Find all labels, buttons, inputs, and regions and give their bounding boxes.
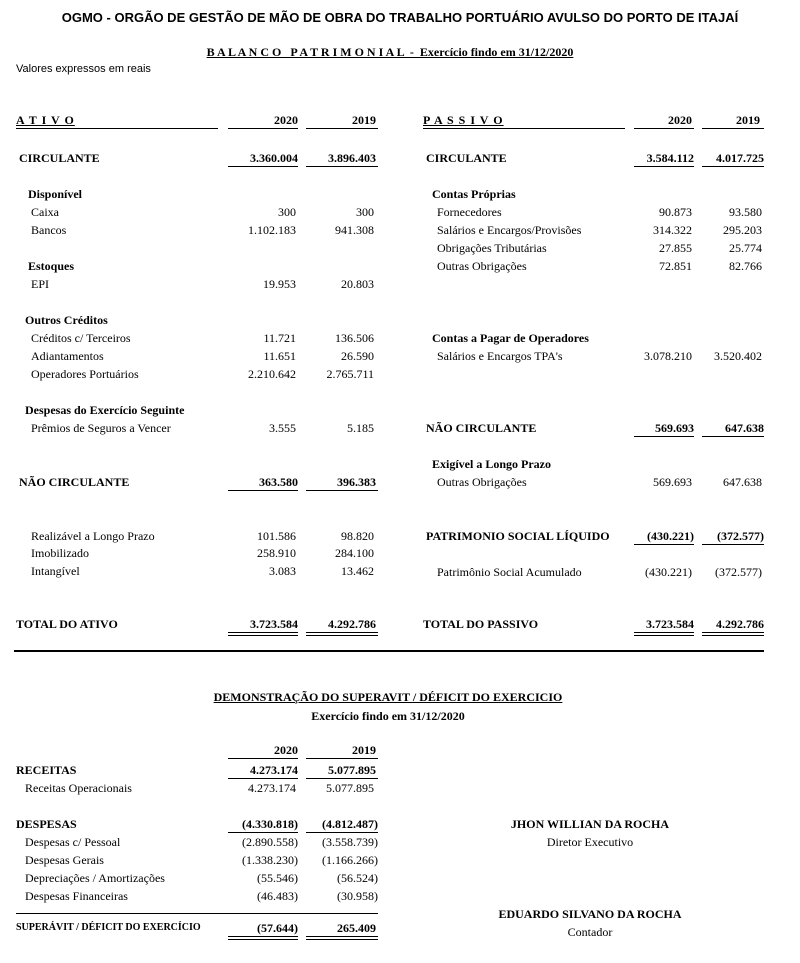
receitas-2019: 5.077.895 xyxy=(328,763,376,777)
intangivel-label: Intangível xyxy=(31,564,80,578)
dre-year-2019: 2019 xyxy=(352,743,376,757)
resultado-2020: (57.644) xyxy=(257,921,298,935)
creditos-terceiros-2019: 136.506 xyxy=(335,331,374,345)
salarios-provisoes-2019: 295.203 xyxy=(723,223,762,237)
exigivel-outras-label: Outras Obrigações xyxy=(437,475,527,489)
imobilizado-label: Imobilizado xyxy=(31,546,89,560)
pessoal-label: Despesas c/ Pessoal xyxy=(25,835,121,849)
acumulado-label: Patrimônio Social Acumulado xyxy=(437,565,582,579)
imobilizado-2019: 284.100 xyxy=(335,546,374,560)
epi-2020: 19.953 xyxy=(263,277,296,291)
operadores-2019: 2.765.711 xyxy=(326,367,374,381)
total-ativo-2020: 3.723.584 xyxy=(250,617,298,631)
dre-year-2020: 2020 xyxy=(274,743,298,757)
exigivel-outras-2020: 569.693 xyxy=(653,475,692,489)
total-passivo-label: TOTAL DO PASSIVO xyxy=(423,617,539,631)
financeiras-2019: (30.958) xyxy=(337,889,378,903)
creditos-terceiros-label: Créditos c/ Terceiros xyxy=(31,331,131,345)
salarios-provisoes-label: Salários e Encargos/Provisões xyxy=(437,223,582,237)
premios-label: Prêmios de Seguros a Vencer xyxy=(31,421,171,435)
fornecedores-2019: 93.580 xyxy=(729,205,762,219)
accountant-name: EDUARDO SILVANO DA ROCHA xyxy=(498,907,682,921)
passivo-year-2019: 2019 xyxy=(736,113,760,127)
ativo-year-2019: 2019 xyxy=(352,113,376,127)
resultado-label: SUPERÁVIT / DÉFICIT DO EXERCÍCIO xyxy=(16,922,201,933)
balance-sheet-title: B A L A N C O P A T R I M O N I A L - Exercício findo em 31/12/2020 xyxy=(206,45,574,59)
adiantamentos-2020: 11.651 xyxy=(263,349,296,363)
receitas-2020: 4.273.174 xyxy=(250,763,298,777)
fornecedores-2020: 90.873 xyxy=(659,205,692,219)
outras-obrigacoes-2019: 82.766 xyxy=(729,259,762,273)
gerais-2020: (1.338.230) xyxy=(242,853,298,867)
pessoal-2020: (2.890.558) xyxy=(242,835,298,849)
epi-2019: 20.803 xyxy=(341,277,374,291)
patrimonio-2020: (430.221) xyxy=(647,529,694,543)
financeiras-2020: (46.483) xyxy=(257,889,298,903)
ativo-circulante-2020: 3.360.004 xyxy=(250,151,298,165)
passivo-year-2020: 2020 xyxy=(668,113,692,127)
obrigacoes-tributarias-label: Obrigações Tributárias xyxy=(437,241,547,255)
premios-2019: 5.185 xyxy=(347,421,374,435)
disponivel-label: Disponível xyxy=(28,187,83,201)
patrimonio-label: PATRIMONIO SOCIAL LÍQUIDO xyxy=(426,529,610,543)
outros-creditos-label: Outros Créditos xyxy=(25,313,108,327)
caixa-label: Caixa xyxy=(31,205,59,219)
caixa-2019: 300 xyxy=(356,205,374,219)
contas-proprias-label: Contas Próprias xyxy=(432,187,516,201)
operadores-label: Operadores Portuários xyxy=(31,367,139,381)
realizavel-2020: 101.586 xyxy=(257,529,296,543)
passivo-nao-circulante-2020: 569.693 xyxy=(655,421,694,435)
org-title: OGMO - ORGÃO DE GESTÃO DE MÃO DE OBRA DO TRABALHO PORTUÁRIO AVULSO DO PORTO DE ITAJAÍ xyxy=(61,10,739,25)
total-ativo-label: TOTAL DO ATIVO xyxy=(16,617,118,631)
currency-note: Valores expressos em reais xyxy=(16,63,151,75)
contas-operadores-label: Contas a Pagar de Operadores xyxy=(432,331,589,345)
acumulado-2020: (430.221) xyxy=(645,565,692,579)
passivo-title: P A S S I V O xyxy=(423,113,504,127)
creditos-terceiros-2020: 11.721 xyxy=(263,331,296,345)
imobilizado-2020: 258.910 xyxy=(257,546,296,560)
director-role: Diretor Executivo xyxy=(546,835,634,849)
dre-title: DEMONSTRAÇÃO DO SUPERAVIT / DÉFICIT DO EXERCICIO xyxy=(213,690,563,704)
estoques-label: Estoques xyxy=(28,259,75,273)
patrimonio-2019: (372.577) xyxy=(717,529,764,543)
outras-obrigacoes-label: Outras Obrigações xyxy=(437,259,527,273)
receitas-op-2019: 5.077.895 xyxy=(326,781,374,795)
exigivel-label: Exigível a Longo Prazo xyxy=(432,457,551,471)
salarios-provisoes-2020: 314.322 xyxy=(653,223,692,237)
financeiras-label: Despesas Financeiras xyxy=(25,889,128,903)
obrigacoes-tributarias-2019: 25.774 xyxy=(729,241,762,255)
obrigacoes-tributarias-2020: 27.855 xyxy=(659,241,692,255)
receitas-op-label: Receitas Operacionais xyxy=(25,781,132,795)
operadores-2020: 2.210.642 xyxy=(248,367,296,381)
adiantamentos-label: Adiantamentos xyxy=(31,349,104,363)
realizavel-label: Realizável a Longo Prazo xyxy=(31,529,155,543)
outras-obrigacoes-2020: 72.851 xyxy=(659,259,692,273)
ativo-nao-circulante-2020: 363.580 xyxy=(259,475,298,489)
receitas-label: RECEITAS xyxy=(16,763,77,777)
despesas-seguinte-label: Despesas do Exercício Seguinte xyxy=(25,403,185,417)
ativo-nao-circulante-2019: 396.383 xyxy=(337,475,376,489)
despesas-2020: (4.330.818) xyxy=(242,817,298,831)
passivo-circulante-2019: 4.017.725 xyxy=(716,151,764,165)
depreciacoes-2020: (55.546) xyxy=(257,871,298,885)
bancos-2019: 941.308 xyxy=(335,223,374,237)
passivo-nao-circulante-2019: 647.638 xyxy=(725,421,764,435)
section-divider xyxy=(14,650,764,652)
despesas-label: DESPESAS xyxy=(16,817,77,831)
salarios-tpa-label: Salários e Encargos TPA's xyxy=(437,349,563,363)
salarios-tpa-2020: 3.078.210 xyxy=(644,349,692,363)
fornecedores-label: Fornecedores xyxy=(437,205,502,219)
pessoal-2019: (3.558.739) xyxy=(322,835,378,849)
epi-label: EPI xyxy=(31,277,49,291)
gerais-2019: (1.166.266) xyxy=(322,853,378,867)
resultado-2019: 265.409 xyxy=(337,921,376,935)
ativo-circulante-label: CIRCULANTE xyxy=(19,151,100,165)
realizavel-2019: 98.820 xyxy=(341,529,374,543)
ativo-circulante-2019: 3.896.403 xyxy=(328,151,376,165)
despesas-2019: (4.812.487) xyxy=(322,817,378,831)
premios-2020: 3.555 xyxy=(269,421,296,435)
total-ativo-2019: 4.292.786 xyxy=(328,617,376,631)
ativo-title: A T I V O xyxy=(16,113,75,127)
acumulado-2019: (372.577) xyxy=(715,565,762,579)
ativo-nao-circulante-label: NÃO CIRCULANTE xyxy=(19,475,130,489)
passivo-circulante-2020: 3.584.112 xyxy=(646,151,694,165)
dre-subtitle: Exercício findo em 31/12/2020 xyxy=(311,709,465,723)
receitas-op-2020: 4.273.174 xyxy=(248,781,296,795)
caixa-2020: 300 xyxy=(278,205,296,219)
ativo-year-2020: 2020 xyxy=(274,113,298,127)
intangivel-2020: 3.083 xyxy=(269,564,296,578)
total-passivo-2019: 4.292.786 xyxy=(716,617,764,631)
adiantamentos-2019: 26.590 xyxy=(341,349,374,363)
exigivel-outras-2019: 647.638 xyxy=(723,475,762,489)
depreciacoes-label: Depreciações / Amortizações xyxy=(25,871,165,885)
gerais-label: Despesas Gerais xyxy=(25,853,104,867)
total-passivo-2020: 3.723.584 xyxy=(646,617,694,631)
accountant-role: Contador xyxy=(567,925,613,939)
bancos-2020: 1.102.183 xyxy=(248,223,296,237)
passivo-circulante-label: CIRCULANTE xyxy=(426,151,507,165)
depreciacoes-2019: (56.524) xyxy=(337,871,378,885)
passivo-nao-circulante-label: NÃO CIRCULANTE xyxy=(426,421,537,435)
director-name: JHON WILLIAN DA ROCHA xyxy=(510,817,670,831)
bancos-label: Bancos xyxy=(31,223,67,237)
intangivel-2019: 13.462 xyxy=(341,564,374,578)
salarios-tpa-2019: 3.520.402 xyxy=(714,349,762,363)
